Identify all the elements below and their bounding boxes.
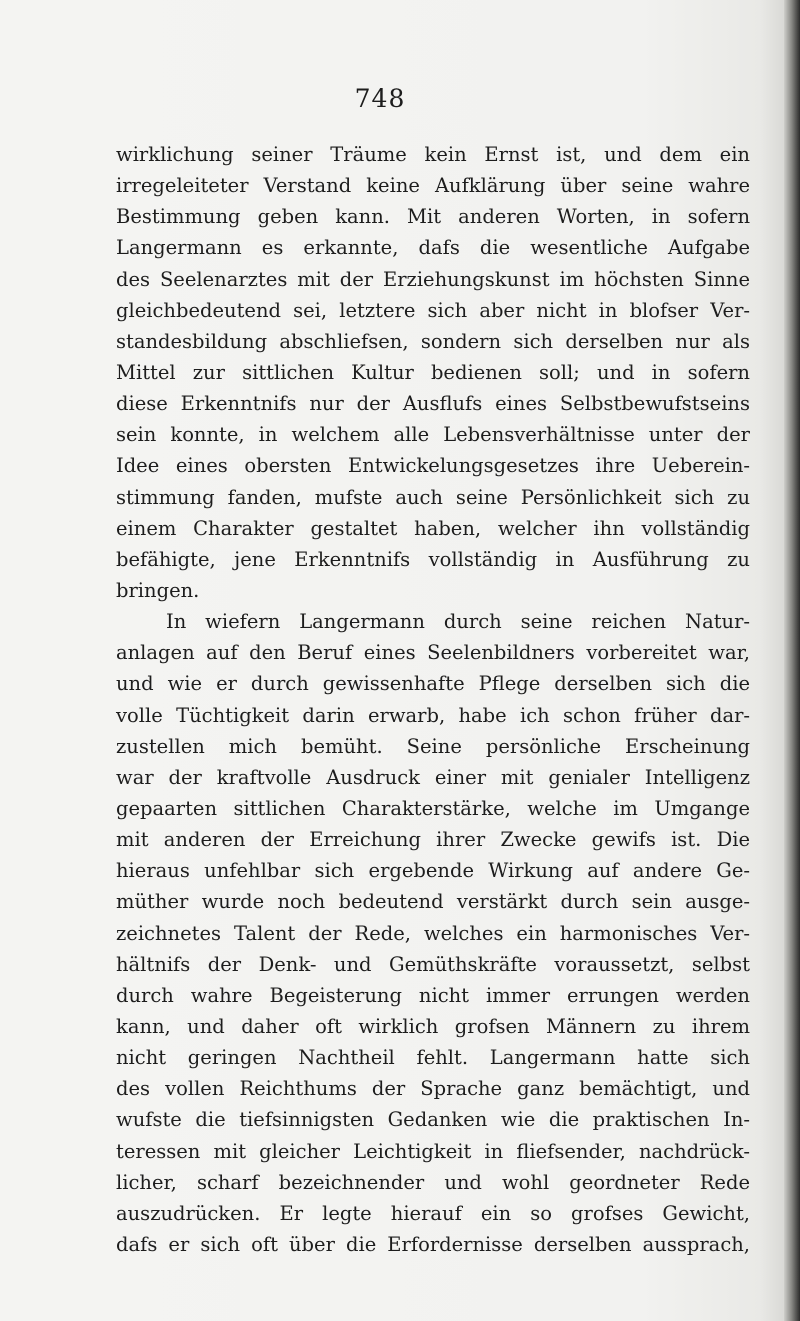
text-line: zeichnetes Talent der Rede, welches ein harmonisches Ver- bbox=[116, 921, 750, 945]
text-line: standesbildung abschliefsen, sondern sich derselben nur als bbox=[116, 329, 750, 353]
text-line: dafs er sich oft über die Erfordernisse derselben aussprach, bbox=[116, 1232, 750, 1256]
text-line: zustellen mich bemüht. Seine persönliche Erscheinung bbox=[116, 734, 750, 758]
text-line: licher, scharf bezeichnender und wohl geordneter Rede bbox=[116, 1170, 750, 1194]
text-line: nicht geringen Nachtheil fehlt. Langermann hatte sich bbox=[116, 1046, 750, 1070]
text-line: Langermann es erkannte, dafs die wesentliche Aufgabe bbox=[116, 236, 750, 260]
text-line: sein konnte, in welchem alle Lebensverhältnisse unter der bbox=[116, 423, 750, 447]
body-text bbox=[116, 139, 750, 1260]
text-line: einem Charakter gestaltet haben, welcher ihn vollständig bbox=[116, 516, 750, 540]
text-line: Mittel zur sittlichen Kultur bedienen soll; und in sofern bbox=[116, 360, 750, 384]
text-line: In wiefern Langermann durch seine reichen Natur- bbox=[166, 610, 750, 634]
text-line: teressen mit gleicher Leichtigkeit in fliefsender, nachdrück- bbox=[116, 1139, 750, 1163]
text-line: stimmung fanden, mufste auch seine Persönlichkeit sich zu bbox=[116, 485, 750, 509]
text-line: müther wurde noch bedeutend verstärkt durch sein ausge- bbox=[116, 890, 750, 914]
text-line: mit anderen der Erreichung ihrer Zwecke gewifs ist. Die bbox=[116, 828, 750, 852]
text-line: gepaarten sittlichen Charakterstärke, welche im Umgange bbox=[116, 796, 750, 820]
text-line: Idee eines obersten Entwickelungsgesetzes ihre Ueberein- bbox=[116, 454, 750, 478]
text-line: gleichbedeutend sei, letztere sich aber nicht in blofser Ver- bbox=[116, 298, 750, 322]
text-line: Bestimmung geben kann. Mit anderen Worten, in sofern bbox=[116, 205, 750, 229]
text-line: des vollen Reichthums der Sprache ganz bemächtigt, und bbox=[116, 1077, 750, 1101]
text-line: und wie er durch gewissenhafte Pflege derselben sich die bbox=[116, 672, 750, 696]
text-line: des Seelenarztes mit der Erziehungskunst im höchsten Sinne bbox=[116, 267, 750, 291]
text-line: wirklichung seiner Träume kein Ernst ist, und dem ein bbox=[116, 143, 750, 166]
text-line: durch wahre Begeisterung nicht immer errungen werden bbox=[116, 983, 750, 1007]
text-line: bringen. bbox=[116, 578, 200, 602]
text-line: diese Erkenntnifs nur der Ausflufs eines Selbstbewufstseins bbox=[116, 392, 750, 416]
text-line: auszudrücken. Er legte hierauf ein so grofses Gewicht, bbox=[116, 1201, 750, 1225]
text-line: kann, und daher oft wirklich grofsen Männern zu ihrem bbox=[116, 1014, 750, 1038]
page-number: 748 bbox=[354, 84, 406, 113]
text-line: befähigte, jene Erkenntnifs vollständig in Ausführung zu bbox=[116, 547, 750, 571]
text-line: war der kraftvolle Ausdruck einer mit genialer Intelligenz bbox=[116, 765, 750, 789]
text-line: hältnifs der Denk- und Gemüthskräfte voraussetzt, selbst bbox=[116, 952, 750, 976]
book-spine-shadow bbox=[784, 0, 800, 1321]
text-line: wufste die tiefsinnigsten Gedanken wie die praktischen In- bbox=[116, 1108, 750, 1132]
text-line: irregeleiteter Verstand keine Aufklärung über seine wahre bbox=[116, 174, 750, 198]
text-line: volle Tüchtigkeit darin erwarb, habe ich schon früher dar- bbox=[116, 703, 750, 727]
text-line: anlagen auf den Beruf eines Seelenbildners vorbereitet war, bbox=[116, 641, 750, 665]
text-line: hieraus unfehlbar sich ergebende Wirkung auf andere Ge- bbox=[116, 859, 750, 883]
